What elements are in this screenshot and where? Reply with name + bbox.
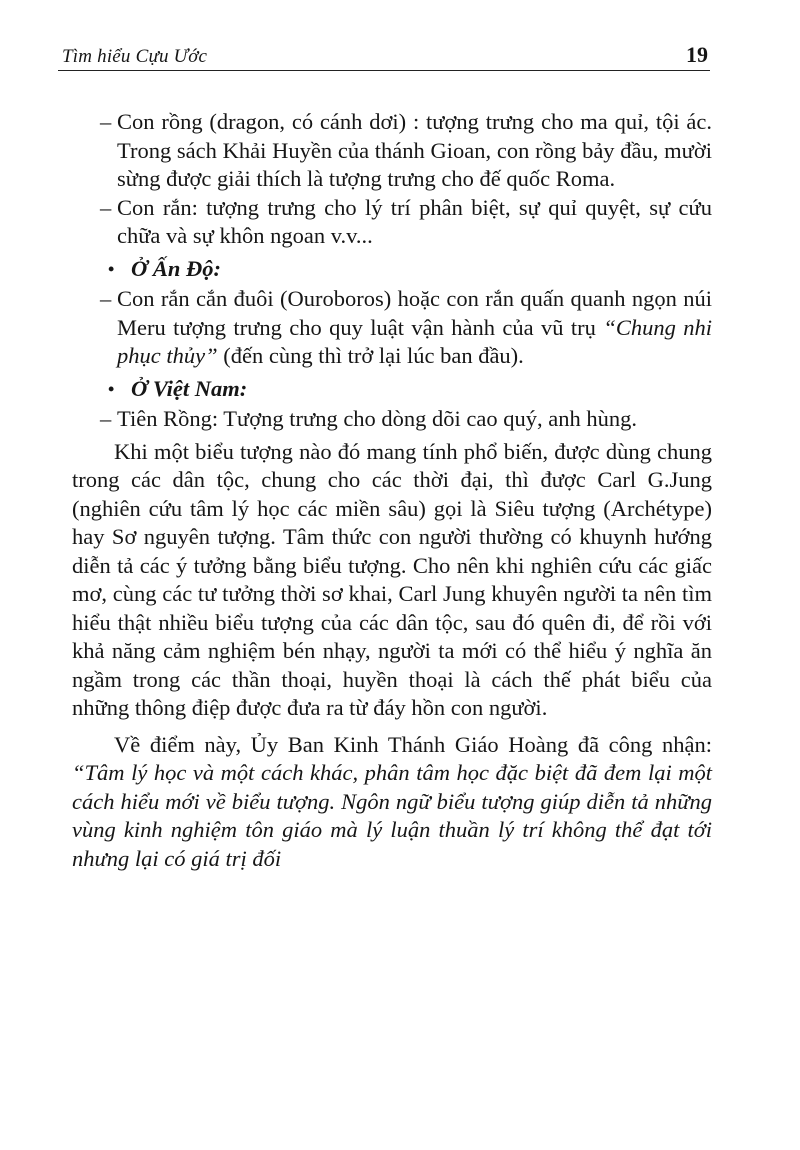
list-item-snake — [72, 194, 712, 251]
paragraph-text: Về điểm này, Ủy Ban Kinh Thánh Giáo Hoàng đã công nhận: — [114, 731, 712, 757]
list-item-text-end: (đến cùng thì trở lại lúc ban đầu). — [217, 343, 524, 368]
heading-text: Ở Việt Nam: — [131, 375, 248, 401]
list-item-tien-rong — [72, 405, 712, 434]
list-item-ouroboros — [72, 285, 712, 371]
paragraph-archetype: Khi một biểu tượng nào đó mang tính phổ biến, được dùng chung trong các dân tộc, chung cho các thời đại, thì được Carl G.Jung (nghiên cứu tâm lý học các miền sâu) gọi là Siêu tượng (Archétype) hay Sơ nguyên tượng. Tâm thức con người thường có khuynh hướng diễn tả các ý tưởng bằng biểu tượng. Cho nên khi nghiên cứu các giấc mơ, cùng các tư tưởng thời sơ khai, Carl Jung khuyên người ta nên tìm hiểu thật nhiều biểu tượng của các dân tộc, sau đó quên đi, để rồi với khả năng cảm nghiệm bén nhạy, người ta mới có thể hiểu ý nghĩa ăn ngầm trong các thần thoại, huyền thoại là cách thế phát biểu của những thông điệp được đưa ra từ đáy hồn con người. — [72, 438, 712, 720]
running-header — [62, 44, 710, 68]
list-item-text: Con rắn: tượng trưng cho lý trí phân biệt, sự quỉ quyệt, sự cứu chữa và sự khôn ngoan v.v... — [117, 194, 712, 248]
dash-marker: – — [100, 194, 112, 220]
header-divider — [58, 70, 710, 71]
heading-text: Ở Ấn Độ: — [131, 255, 222, 281]
list-item-text: Con rắn cắn đuôi (Ouroboros) hoặc con rắn quấn quanh ngọn núi Meru tượng trưng cho quy luật vận hành của vũ trụ — [117, 286, 712, 340]
list-item-text: Con rồng (dragon, có cánh dơi) : tượng trưng cho ma quỉ, tội ác. Trong sách Khải Huyền của thánh Gioan, con rồng bảy đầu, mười sừng được giải thích là tượng trưng cho đế quốc Roma. — [117, 109, 712, 191]
section-heading-vietnam — [72, 375, 712, 404]
quotation: “Tâm lý học và một cách khác, phân tâm học đặc biệt đã đem lại một cách hiểu mới về biểu tượng. Ngôn ngữ biểu tượng giúp diễn tả những vùng kinh nghiệm tôn giáo mà lý luận thuần lý trí không thể đạt tới nhưng lại có giá trị đối — [72, 760, 712, 871]
dash-marker: – — [100, 406, 112, 431]
header-title: Tìm hiểu Cựu Ước — [62, 46, 208, 67]
dash-marker: – — [100, 286, 112, 311]
page-body — [72, 108, 712, 873]
dash-marker: – — [100, 109, 112, 134]
list-item-text: Tiên Rồng: Tượng trưng cho dòng dõi cao quý, anh hùng. — [117, 406, 638, 431]
page-number: 19 — [686, 42, 708, 67]
bullet-icon: • — [108, 258, 115, 279]
bullet-icon: • — [108, 378, 115, 399]
quoted-phrase: “Chung nhi phục thủy” — [117, 314, 712, 368]
paragraph-commission — [72, 731, 712, 874]
section-heading-india — [72, 255, 712, 284]
list-item-dragon — [72, 108, 712, 194]
